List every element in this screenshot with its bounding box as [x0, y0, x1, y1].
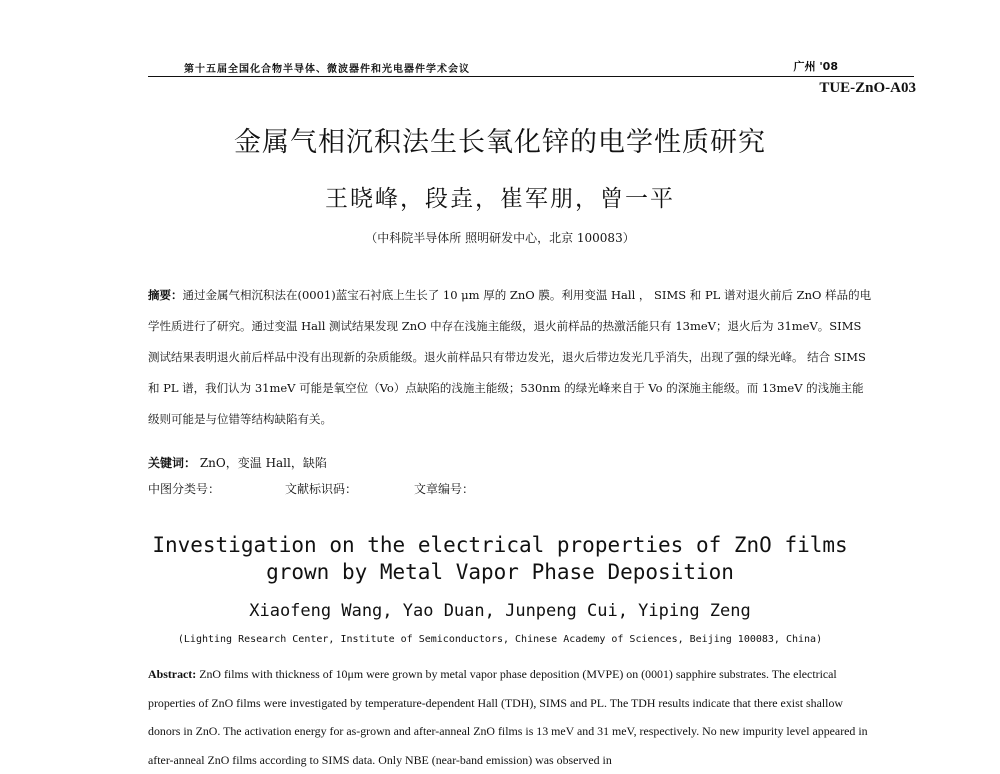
conference-name: 第十五届全国化合物半导体、微波器件和光电器件学术会议	[184, 64, 470, 75]
keywords-label: 关键词：	[148, 456, 197, 470]
chinese-abstract-label: 摘要：	[148, 288, 183, 302]
english-title-line-1: Investigation on the electrical properties of ZnO films	[152, 533, 848, 557]
english-abstract-text: ZnO films with thickness of 10μm were grown by metal vapor phase deposition (MVPE) on (0001) sapphire substrates. The electrical properties of ZnO films were investigated by temperature-dependent Hall (TDH), SIMS and PL. The TDH results indicate that there exist shallow donors in ZnO. The activation energy for as-grown and after-anneal ZnO films is 13 meV and 31 meV, respectively. No new impurity level appeared in after-anneal ZnO films according to SIMS data. Only NBE (near-band emission) was observed in	[148, 667, 868, 767]
paper-id: TUE-ZnO-A03	[819, 80, 916, 96]
article-number-label: 文章编号：	[414, 482, 475, 496]
english-title-line-2: grown by Metal Vapor Phase Deposition	[266, 560, 734, 584]
chinese-abstract	[148, 280, 872, 435]
english-authors: Xiaofeng Wang, Yao Duan, Junpeng Cui, Yiping Zeng	[249, 601, 751, 621]
chinese-keywords	[148, 454, 872, 471]
english-abstract	[148, 660, 874, 774]
classification-row	[148, 480, 872, 500]
chinese-abstract-text: 通过金属气相沉积法在(0001)蓝宝石衬底上生长了 10 μm 厚的 ZnO 膜。利用变温 Hall ， SIMS 和 PL 谱对退火前后 ZnO 样品的电学性质进行了研究。通过变温 Hall 测试结果发现 ZnO 中存在浅施主能级，退火前样品的热激活能只有 13meV；退火后为 31meV。SIMS 测试结果表明退火前后样品中没有出现新的杂质能级。退火前样品只有带边发光，退火后带边发光几乎消失，出现了强的绿光峰。 结合 SIMS 和 PL 谱，我们认为 31meV 可能是氧空位（Vo）点缺陷的浅施主能级；530nm 的绿光峰来自于 Vo 的深施主能级。而 13meV 的浅施主能级则可能是与位错等结构缺陷有关。	[148, 288, 872, 426]
conference-place-year: 广州 '08	[793, 60, 838, 73]
running-header	[148, 56, 914, 77]
english-abstract-label: Abstract:	[148, 667, 197, 681]
keywords-text: ZnO，变温 Hall，缺陷	[199, 456, 327, 470]
english-affiliation: (Lighting Research Center, Institute of Semiconductors, Chinese Academy of Sciences, Beijing 100083, China)	[177, 634, 823, 645]
chinese-title: 金属气相沉积法生长氧化锌的电学性质研究	[234, 127, 766, 158]
english-title	[0, 532, 1000, 586]
chinese-authors: 王晓峰，段垚，崔军朋，曾一平	[325, 186, 675, 212]
chinese-affiliation: （中科院半导体所 照明研发中心，北京 100083）	[365, 231, 635, 245]
clc-label: 中图分类号：	[148, 482, 221, 496]
document-code-label: 文献标识码：	[285, 482, 358, 496]
